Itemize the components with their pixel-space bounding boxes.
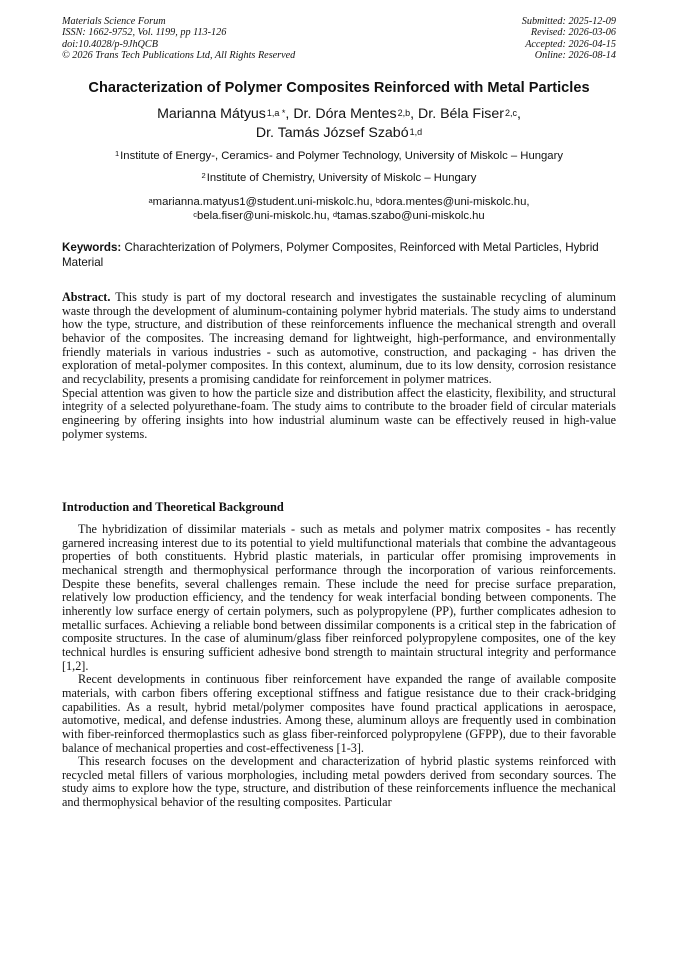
paper-title: Characterization of Polymer Composites Reinforced with Metal Particles	[88, 80, 590, 96]
introduction-text	[62, 523, 616, 810]
abstract-block	[62, 291, 616, 441]
author-separator: ,	[410, 106, 419, 122]
affiliation-2	[40, 172, 638, 184]
section-heading: Introduction and Theoretical Background	[62, 500, 284, 514]
publication-dates	[522, 16, 616, 62]
email-link[interactable]: bela.fiser@uni-miskolc.hu,	[197, 210, 333, 222]
author-marker: 1,d	[409, 127, 423, 137]
accepted-date: Accepted: 2026-04-15	[525, 38, 616, 50]
body-paragraph: The hybridization of dissimilar materials - such as metals and polymer matrix composites - has recently garnered increasing interest due to its potential to yield multifunctional materials that combine the advantageous properties of both constituents. Hybrid plastic materials, in particular offer promising improvements in mechanical strength and thermophysical performance through the incorporation of various reinforcements. Despite these benefits, several challenges remain. These include the need for precise surface preparation, relatively low production efficiency, and the tendency for weak interfacial bonding between components. The inherently low surface energy of certain polymers, such as polypropylene (PP), further complicates adhesion to metallic surfaces. Achieving a reliable bond between dissimilar components is a critical step in the fabrication of composite structures. In the case of aluminum/glass fiber reinforced polypropylene composites, one of the key technical hurdles is ensuring sufficient adhesive bond strength to maintain structural integrity and performance [1,2].	[62, 522, 616, 673]
keywords-label: Keywords:	[62, 241, 122, 254]
issn-line: ISSN: 1662-9752, Vol. 1199, pp 113-126	[62, 27, 227, 39]
author-separator: ,	[516, 106, 521, 122]
author-emails	[40, 195, 638, 223]
author-line-1	[40, 105, 638, 124]
revised-date: Revised: 2026-03-06	[530, 27, 616, 39]
keywords-text: Charachterization of Polymers, Polymer Composites, Reinforced with Metal Particles, Hybrid Material	[62, 241, 599, 269]
email-line-2	[40, 209, 638, 223]
email-marker: d	[332, 210, 337, 219]
keywords-block	[62, 240, 616, 270]
author-name: Marianna Mátyus	[157, 106, 266, 122]
body-paragraph: This research focuses on the development and characterization of hybrid plastic systems reinforced with recycled metal fillers of various morphologies, including metal powders derived from secondary sources. The study aims to explore how the type, structure, and distribution of these reinforcements influence the mechanical and thermophysical behavior of the resulting composites. Particular	[62, 754, 616, 810]
email-marker: b	[375, 196, 380, 205]
journal-name: Materials Science Forum	[62, 16, 166, 27]
email-marker: c	[193, 210, 198, 219]
author-name: Dr. Tamás József Szabó	[255, 125, 409, 141]
author-list	[40, 105, 638, 143]
affiliation-text: Institute of Energy-, Ceramics- and Polymer Technology, University of Miskolc – Hungary	[120, 150, 564, 162]
affiliation-1	[40, 150, 638, 162]
submitted-date: Submitted: 2025-12-09	[521, 16, 616, 27]
affiliation-text: Institute of Chemistry, University of Miskolc – Hungary	[206, 172, 477, 184]
email-line-1	[40, 195, 638, 209]
affiliation-marker: 1	[114, 149, 120, 158]
email-link[interactable]: tamas.szabo@uni-miskolc.hu	[337, 210, 485, 222]
email-link[interactable]: marianna.matyus1@student.uni-miskolc.hu,	[152, 196, 376, 208]
online-date: Online: 2026-08-14	[534, 50, 616, 62]
body-paragraph: Recent developments in continuous fiber reinforcement have expanded the range of available composite materials, with carbon fibers offering exceptional stiffness and fatigue resistance due to their crack-bridging capabilities. As a result, hybrid metal/polymer composites have found practical applications in aerospace, automotive, medical, and defense industries. Among these, aluminum alloys are frequently used in combination with fiber-reinforced thermoplastics such as glass fiber-reinforced polypropylene (GFPP), due to their favorable balance of mechanical properties and cost-effectiveness [1-3].	[62, 672, 616, 755]
author-marker: 2,b	[397, 108, 411, 118]
author-marker: 2,c	[504, 108, 517, 118]
abstract-paragraph: Special attention was given to how the particle size and distribution affect the elasticity, flexibility, and structural integrity of a selected polyurethane-foam. The study aims to contribute to the broader field of circular materials engineering by offering insights into how industrial aluminum waste can be effectively reused in high-value polymer systems.	[62, 385, 616, 441]
author-name: Dr. Dóra Mentes	[293, 106, 397, 122]
author-line-2	[40, 124, 638, 143]
abstract-paragraph	[62, 291, 616, 387]
email-link[interactable]: dora.mentes@uni-miskolc.hu,	[379, 196, 530, 208]
journal-info	[62, 16, 295, 62]
author-separator: ,	[285, 106, 294, 122]
email-marker: a	[148, 196, 153, 205]
doi-line[interactable]: doi:10.4028/p-9JhQCB	[62, 38, 158, 50]
author-name: Dr. Béla Fiser	[418, 106, 504, 122]
abstract-label: Abstract.	[62, 290, 111, 304]
author-marker: 1,a *	[266, 108, 286, 118]
abstract-text: This study is part of my doctoral research and investigates the sustainable recycling of aluminum waste through the development of aluminum-containing polymer hybrid materials. The study aims to understand how the type, structure, and distribution of these reinforcements influence the mechanical strength and overall behavior of the composites. The increasing demand for lightweight, high-performance, and environmentally friendly materials in various industries - such as automotive, construction, and packaging - has driven the exploration of metal-polymer composites. In this context, aluminum, due to its low density, corrosion resistance and recyclability, presents a promising candidate for reinforcement in polymer matrices.	[62, 290, 617, 386]
affiliation-marker: 2	[201, 171, 206, 180]
copyright-line: © 2026 Trans Tech Publications Ltd, All Rights Reserved	[62, 50, 296, 62]
